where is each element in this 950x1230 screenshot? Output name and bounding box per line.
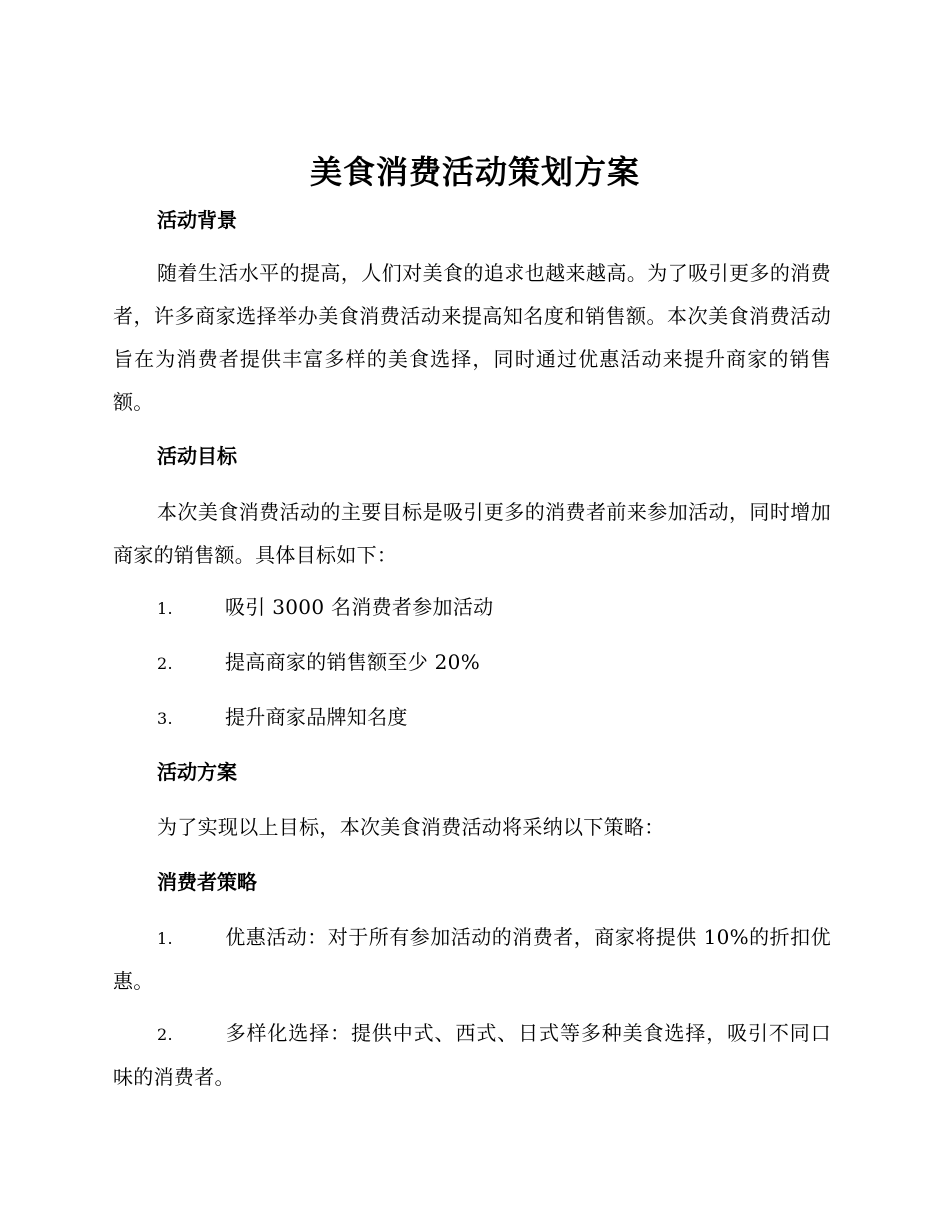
- section-heading-background: 活动背景: [157, 208, 237, 232]
- strategy-list-item: [113, 1012, 831, 1099]
- section-heading-goals: 活动目标: [157, 444, 237, 468]
- document-title: 美食消费活动策划方案: [309, 153, 640, 191]
- list-text: 提高商家的销售额至少 20%: [225, 650, 481, 674]
- list-number: 1.: [157, 599, 173, 618]
- list-number: 3.: [157, 709, 173, 728]
- list-text: 吸引 3000 名消费者参加活动: [225, 595, 494, 619]
- list-text: 提升商家品牌知名度: [225, 705, 408, 729]
- goals-paragraph: 本次美食消费活动的主要目标是吸引更多的消费者前来参加活动，同时增加商家的销售额。具体目标如下：: [113, 500, 831, 567]
- list-text: 多样化选择：提供中式、西式、日式等多种美食选择，吸引不同口味的消费者。: [113, 1021, 831, 1089]
- section-heading-consumer-strategy: 消费者策略: [157, 870, 257, 894]
- list-text: 优惠活动：对于所有参加活动的消费者，商家将提供 10%的折扣优惠。: [113, 925, 831, 993]
- list-number: 1.: [157, 929, 173, 948]
- background-paragraph: 随着生活水平的提高，人们对美食的追求也越来越高。为了吸引更多的消费者，许多商家选择举办美食消费活动来提高知名度和销售额。本次美食消费活动旨在为消费者提供丰富多样的美食选择，同时通过优惠活动来提升商家的销售额。: [113, 261, 831, 414]
- list-number: 2.: [157, 654, 173, 673]
- goal-list-item: [113, 696, 831, 740]
- plan-paragraph: 为了实现以上目标，本次美食消费活动将采纳以下策略：: [157, 815, 665, 839]
- list-number: 2.: [157, 1025, 173, 1044]
- goal-list-item: [113, 586, 831, 630]
- goal-list-item: [113, 641, 831, 685]
- section-heading-plan: 活动方案: [157, 760, 237, 784]
- strategy-list-item: [113, 916, 831, 1003]
